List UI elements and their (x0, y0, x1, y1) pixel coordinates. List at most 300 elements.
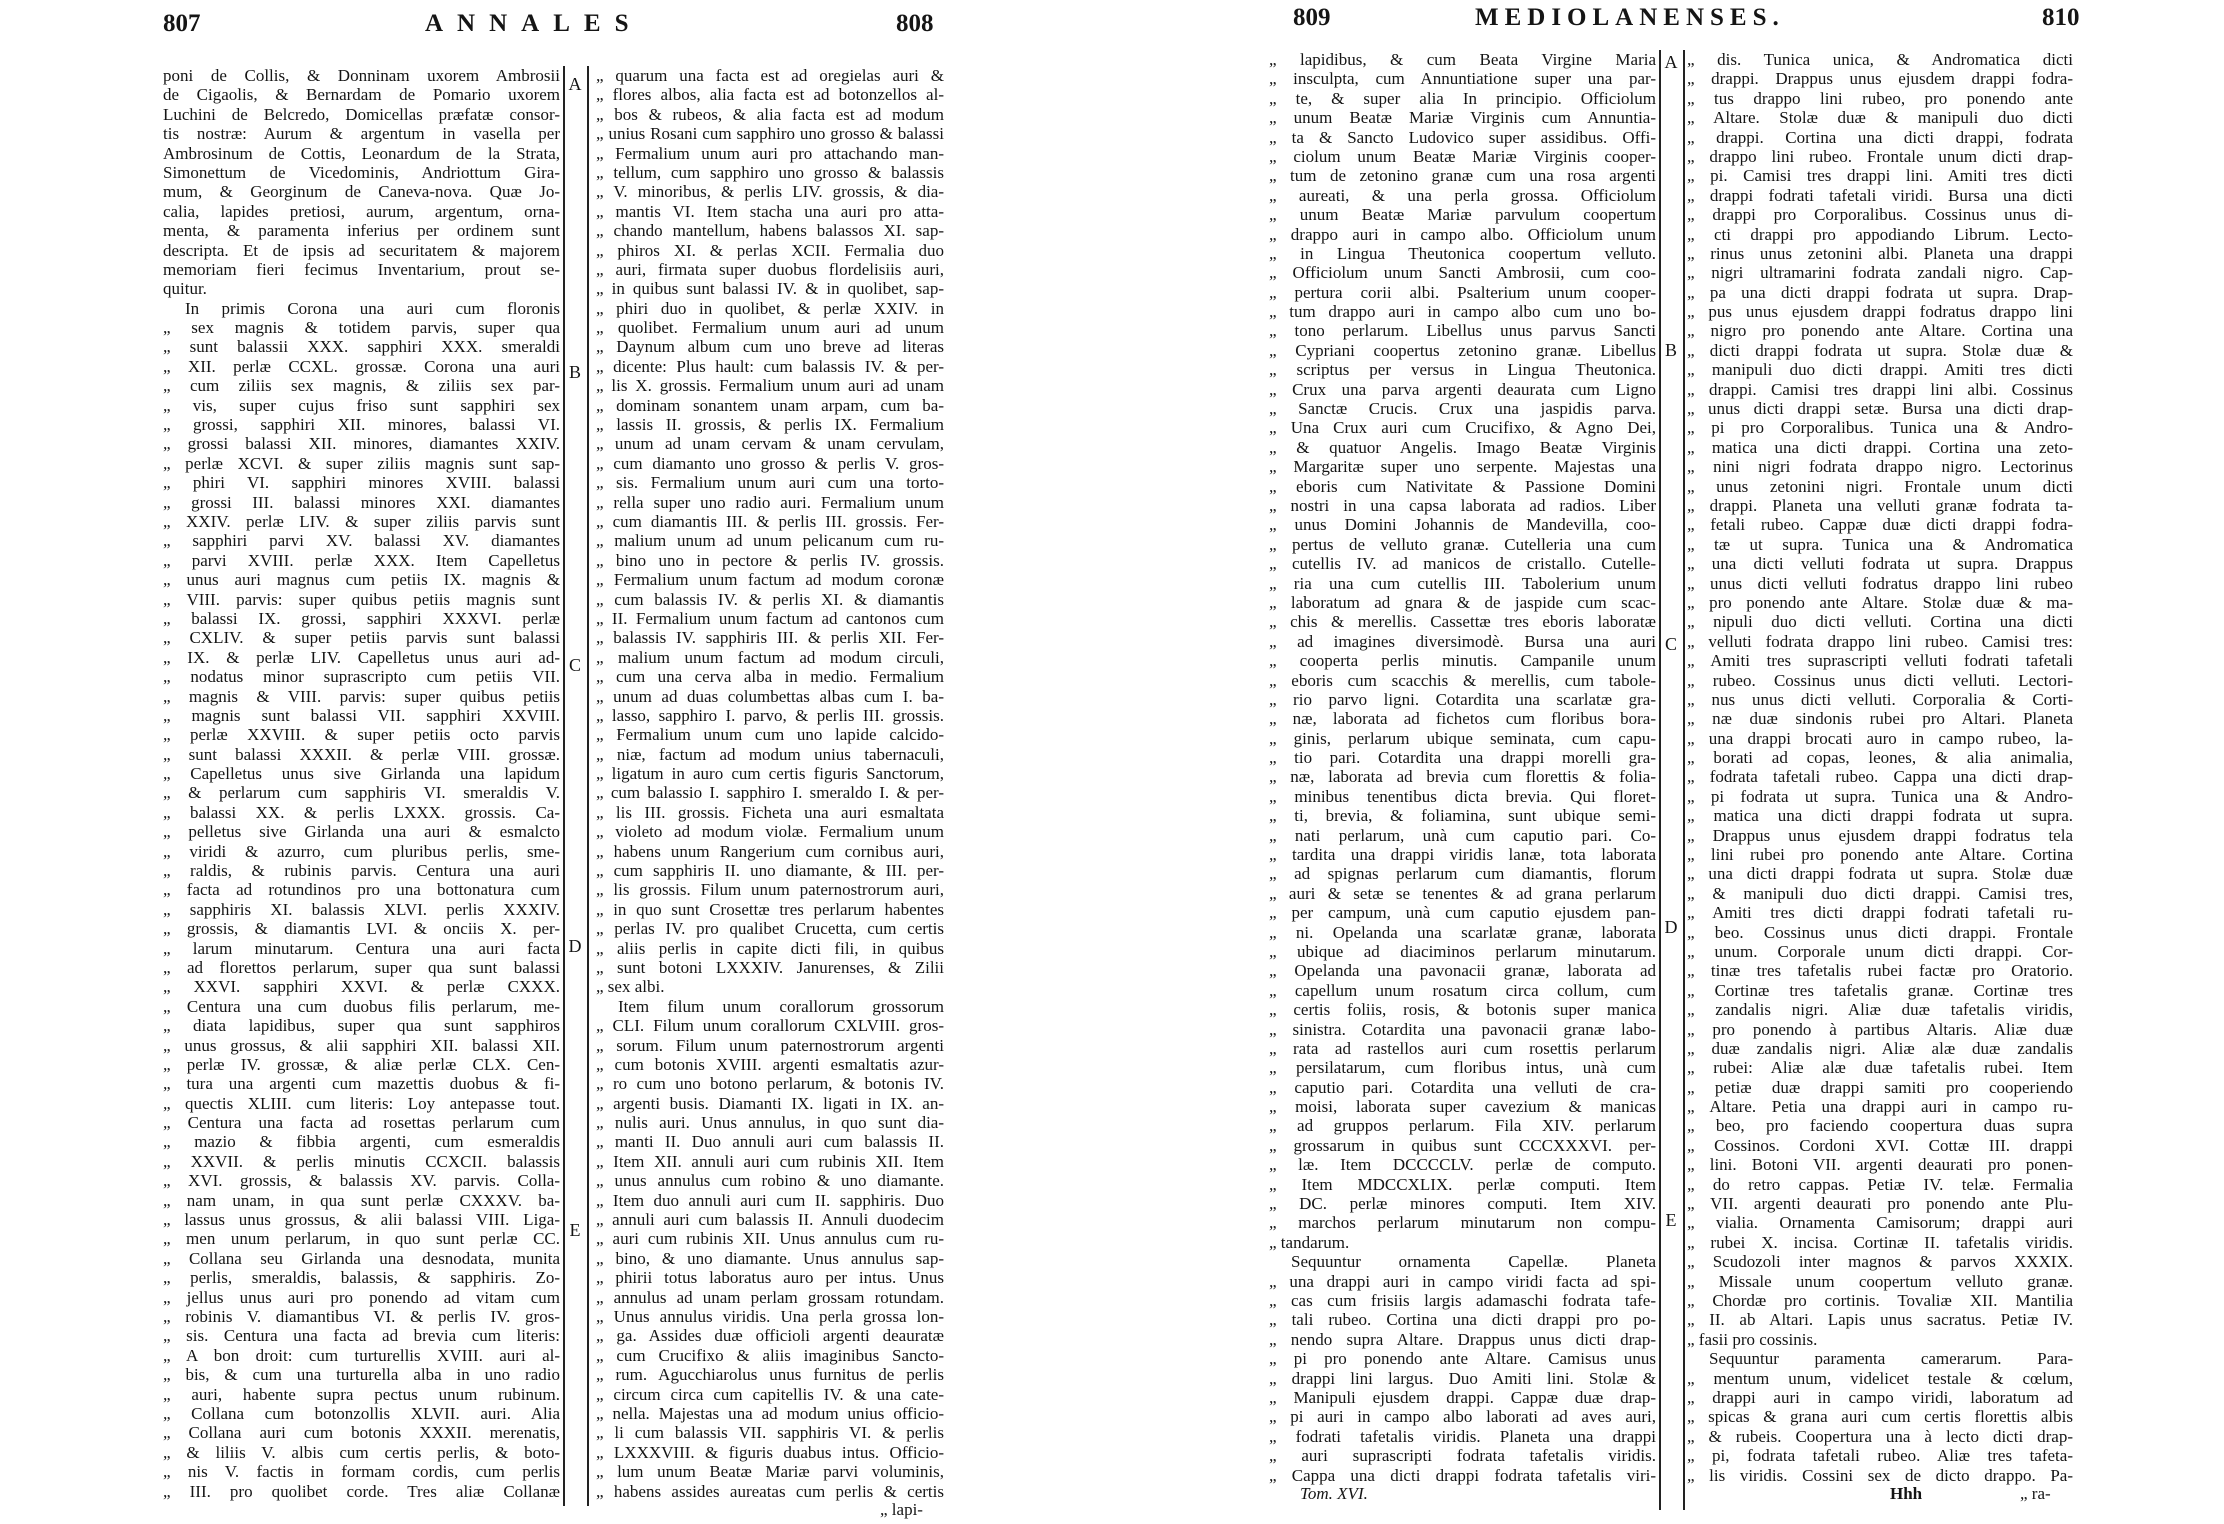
text-line: „ quectis XLIII. cum literis: Loy antepasse tout. (163, 1093, 560, 1113)
text-line: Ambrosinum de Cottis, Leonardum de la Strata, (163, 143, 560, 163)
text-line: „ eboris cum Nativitate & Passione Domini (1269, 476, 1656, 496)
text-line: „ duæ zandalis nigri. Aliæ alæ duæ zandalis (1687, 1038, 2073, 1058)
margin-letter: E (569, 1220, 581, 1240)
text-line: „ Cappa una dicti drappi fodrata tafetalis viri- (1269, 1465, 1656, 1485)
text-line: „ XII. perlæ CCXL. grossæ. Corona una auri (163, 356, 560, 376)
text-line: „ marchos perlarum minutarum non compu- (1269, 1213, 1656, 1233)
text-line: „ Scudozoli inter magnos & parvos XXXIX. (1687, 1252, 2073, 1272)
text-line: „ circum circa cum capitellis IV. & una cate- (596, 1384, 944, 1404)
text-line: „ tæ ut supra. Tunica una & Andromatica (1687, 534, 2073, 554)
text-line: „ bino, & uno diamante. Unus annulus sap- (596, 1248, 944, 1268)
text-line: „ VIII. parvis: super quibus petiis magnis sunt (163, 589, 560, 609)
margin-letter: A (1664, 52, 1678, 72)
text-line: „ Collana cum botonzollis XLVII. auri. Alia (163, 1403, 560, 1423)
text-line: „ in quo sunt Crosettæ tres perlarum habentes (596, 899, 944, 919)
text-line: „ Capelletus unus sive Girlanda una lapidum (163, 764, 560, 784)
text-line: „ capellum unum rosatum circa collum, cum (1269, 980, 1656, 1000)
text-line: „ certis foliis, rosis, & botonis super manica (1269, 1000, 1656, 1020)
text-line: „ matica una dicti drappi fodrata ut supra. (1687, 806, 2073, 826)
text-line: „ lis X. grossis. Fermalium unum auri ad unam (596, 376, 944, 396)
text-line: „ & liliis V. albis cum certis perlis, & boto- (163, 1442, 560, 1462)
running-title: ANNALES (425, 10, 643, 37)
text-line: „ drappo lini rubeo. Frontale unum dicti drap- (1687, 146, 2073, 166)
text-line: „ una dicti velluti fodrata ut supra. Drappus (1687, 554, 2073, 574)
text-line: „ Centura una facta ad rosettas perlarum cum (163, 1113, 560, 1133)
text-line: „ velluti fodrata drappo lini rubeo. Camisi tres: (1687, 631, 2073, 651)
text-line: „ quolibet. Fermalium unum auri ad unum (596, 318, 944, 338)
text-line: „ unus dicti drappi setæ. Bursa una dicti drap- (1687, 399, 2073, 419)
text-line: „ pro ponendo à partibus Altaris. Aliæ duæ (1687, 1019, 2073, 1039)
margin-letter: B (1664, 340, 1677, 360)
catchword: „ ra- (2020, 1484, 2051, 1503)
text-line: „ Centura una cum duobus filis perlarum, me- (163, 996, 560, 1016)
text-line: „ bis, & cum una turturella alba in uno radio (163, 1365, 560, 1385)
text-line: „ pus unus ejusdem drappi fodratus drappo lini (1687, 302, 2073, 322)
text-line: „ larum minutarum. Centura una auri facta (163, 938, 560, 958)
text-line: „ bino uno in pectore & perlis IV. grossis. (596, 550, 944, 570)
text-line: „ Amiti tres dicti drappi fodrati tafetali ru- (1687, 903, 2073, 923)
text-line: „ tono perlarum. Libellus unus parvus Sancti (1269, 321, 1656, 341)
text-line: „ matica una dicti drappi. Cortina una zeto- (1687, 437, 2073, 457)
text-line: „ LXXXVIII. & figuris duabus intus. Officio- (596, 1442, 944, 1462)
text-line: „ zandalis nigri. Aliæ duæ tafetalis viridis, (1687, 1000, 2073, 1020)
text-line: „ Opelanda una pavonacii granæ, laborata ad (1269, 961, 1656, 981)
text-line: „ bos & rubeos, & alia facta est ad modum (596, 104, 944, 124)
text-line: „ habens assides aureatas cum perlis & certis (596, 1481, 944, 1501)
column-divider (587, 66, 589, 1506)
text-line: „ nati perlarum, unà cum caputio pari. Co- (1269, 825, 1656, 845)
text-line: „ unum Beatæ Mariæ parvulum coopertum (1269, 205, 1656, 225)
text-line: menta, & paramenta inferius per ordinem sunt (163, 221, 560, 241)
text-line: „ pi pro ponendo ante Altare. Camisus unus (1269, 1349, 1656, 1369)
text-line: „ borati ad copas, leones, & alia animalia, (1687, 748, 2073, 768)
text-line: „ læ. Item DCCCCLV. perlæ de computo. (1269, 1155, 1656, 1175)
text-line: „ XVI. grossis, & balassis XV. parvis. Colla- (163, 1171, 560, 1191)
text-line: „ tali rubeo. Cortina una dicti drappi pro po- (1269, 1310, 1656, 1330)
text-line: „ mentum unum, videlicet testale & cœlum, (1687, 1368, 2073, 1388)
text-line: „ cum ziliis sex magnis, & ziliis sex par- (163, 376, 560, 396)
text-line: „ perlæ IV. grossæ, & aliæ perlæ CLX. Cen- (163, 1054, 560, 1074)
column-divider (1683, 50, 1685, 1510)
text-line: „ ginis, perlarum ubique seminata, cum capu- (1269, 728, 1656, 748)
text-line: „ sex albi. (596, 977, 665, 997)
text-column-left (1269, 50, 1656, 1485)
text-line: „ vis, super cujus friso sunt sapphiri sex (163, 395, 560, 415)
text-line: „ sinistra. Cotardita una pavonacii granæ labo- (1269, 1019, 1656, 1039)
text-line: „ XXVI. sapphiri XXVI. & perlæ CXXX. (163, 977, 560, 997)
text-line: „ V. minoribus, & perlis LIV. grossis, & dia- (596, 182, 944, 202)
text-line: „ tinæ tres tafetalis rubei factæ pro Oratorio. (1687, 961, 2073, 981)
text-line: de Cigaolis, & Bernardam de Pomario uxorem (163, 85, 560, 105)
text-line: „ pi pro Corporalibus. Tunica una & Andro- (1687, 418, 2073, 438)
text-line: „ annuli auri cum balassis II. Annuli duodecim (596, 1210, 944, 1230)
text-line: „ Altare. Petia una drappi auri in campo ru- (1687, 1097, 2073, 1117)
text-line: „ unus Domini Johannis de Mandevilla, coo- (1269, 515, 1656, 535)
text-line: „ lis grossis. Filum unum paternostrorum auri, (596, 880, 944, 900)
text-line: „ lapidibus, & cum Beata Virgine Maria (1269, 50, 1656, 69)
text-line: „ lum unum Beatæ Mariæ parvi voluminis, (596, 1462, 944, 1482)
text-line: „ argenti busis. Diamanti IX. ligati in IX. an- (596, 1093, 944, 1113)
text-line: „ unum ad duas columbettas albas cum I. ba- (596, 686, 944, 706)
text-line: „ Cossinos. Cordoni XVI. Cottæ III. drappi (1687, 1135, 2073, 1155)
text-line: „ ad florettos perlarum, super qua sunt balassi (163, 957, 560, 977)
text-line: „ ciolum unum Beatæ Mariæ Virginis cooper- (1269, 146, 1656, 166)
text-line: „ ligatum in auro cum certis figuris Sanctorum, (596, 764, 944, 784)
text-line: „ Crux una parva argenti deaurata cum Ligno (1269, 379, 1656, 399)
text-line: „ tio pari. Cotardita una drappi morelli gra- (1269, 748, 1656, 768)
text-line: „ sorum. Filum unum paternostrorum argenti (596, 1035, 944, 1055)
margin-letter: C (568, 655, 581, 675)
margin-letter: A (568, 74, 582, 94)
text-line: „ Unus annulus viridis. Una perla grossa lon- (596, 1307, 944, 1326)
text-line: „ malium unum factum ad modum circuli, (596, 647, 944, 667)
text-line: „ rella super uno radio auri. Fermalium unum (596, 492, 944, 512)
text-line: „ rata ad rastellos auri cum rosettis perlarum (1269, 1038, 1656, 1058)
text-line: „ ria una cum cutellis III. Tabolerium unum (1269, 573, 1656, 593)
text-line: „ cum diamantis III. & perlis III. grossis. Fer- (596, 511, 944, 531)
text-line: „ balassi XX. & perlis LXXX. grossis. Ca- (163, 802, 560, 822)
text-line: „ ga. Assides duæ officioli argenti deauratæ (596, 1326, 944, 1346)
text-line: „ IX. & perlæ LIV. Capelletus unus auri ad- (163, 647, 560, 667)
margin-letter: E (1665, 1210, 1677, 1230)
text-line: „ auri & setæ se tenentes & ad grana perlarum (1269, 883, 1656, 903)
text-line: Luchini de Belcredo, Domicellas præfatæ consor- (163, 104, 560, 124)
text-line: „ flores albos, alia facta est ad botonzellos al- (596, 85, 944, 105)
text-line: poni de Collis, & Donninam uxorem Ambrosii (163, 66, 560, 85)
margin-letter: D (1664, 917, 1678, 937)
text-line: „ nipuli duo dicti velluti. Cortina una dicti (1687, 612, 2073, 632)
text-line: „ rubeo. Cossinus unus dicti velluti. Lectori- (1687, 670, 2073, 690)
text-line: „ pertus de velluto granæ. Cutelleria una cum (1269, 534, 1656, 554)
text-line: „ cas cum frisiis largis adamaschi fodrata tafe- (1269, 1291, 1656, 1310)
text-line: „ unus annulus cum robino & uno diamante. (596, 1171, 944, 1191)
text-line: Sequuntur paramenta camerarum. Para- (1709, 1349, 2073, 1369)
text-line: „ ad imagines diversimodè. Bursa una auri (1269, 631, 1656, 651)
text-line: „ Amiti tres suprascripti velluti fodrati tafetali (1687, 651, 2073, 671)
text-line: „ caputio pari. Cotardita una velluti de cra- (1269, 1077, 1656, 1097)
text-line: „ violeto ad modum violæ. Fermalium unum (596, 822, 944, 842)
text-line: „ facta ad rotundinos pro una bottonatura cum (163, 880, 560, 900)
text-line: „ Collana auri cum botonis XXXII. merenatis, (163, 1423, 560, 1443)
text-line: „ cum diamanto uno grosso & perlis V. gros- (596, 453, 944, 473)
text-line: „ Fermalium unum auri pro attachando man- (596, 143, 944, 163)
text-line: „ tura una argenti cum mazettis duobus & fi- (163, 1074, 560, 1094)
text-line: „ fasii pro cossinis. (1687, 1329, 1818, 1349)
signature-mark: Hhh (1890, 1484, 1923, 1503)
text-line: „ chis & merellis. Cassettæ tres eboris laboratæ (1269, 612, 1656, 632)
text-line: „ grossarum in quibus sunt CCCXXXVI. per- (1269, 1135, 1656, 1155)
text-line: „ & perlarum cum sapphiris VI. smeraldis V. (163, 783, 560, 803)
volume-number: Tom. XVI. (1300, 1484, 1368, 1503)
text-line: „ drappi. Drappus unus ejusdem drappi fodra- (1687, 69, 2073, 89)
text-line: „ in quibus sunt balassi IV. & in quolibet, sap- (596, 279, 944, 299)
text-line: „ rubei: Aliæ alæ duæ tafetalis rubei. Item (1687, 1058, 2073, 1078)
text-line: calia, lapides pretiosi, aurum, argentum, orna- (163, 201, 560, 221)
text-line: „ lis viridis. Cossini sex de dicto drappo. Pa- (1687, 1465, 2073, 1485)
text-line: In primis Corona una auri cum floronis (185, 298, 560, 318)
text-line: „ nis V. factis in formam cordis, cum perlis (163, 1462, 560, 1482)
text-line: „ aureati, & una perla grossa. Officiolum (1269, 185, 1656, 205)
text-line: „ cum sapphiris II. uno diamante, & III. per- (596, 861, 944, 881)
text-line: „ Manipuli ejusdem drappi. Cappæ duæ drap- (1269, 1387, 1656, 1407)
text-line: „ lis III. grossis. Ficheta una auri esmaltata (596, 802, 944, 822)
text-line: „ CLI. Filum unum corallorum CXLVIII. gros- (596, 1016, 944, 1036)
text-line: „ næ, laborata ad fichetos cum floribus bora- (1269, 709, 1656, 729)
text-line: mum, & Georginum de Caneva-nova. Quæ Jo- (163, 182, 560, 202)
text-line: „ A bon droit: cum turturellis XVIII. auri al- (163, 1345, 560, 1365)
text-line: „ diata lapidibus, super qua sunt sapphiros (163, 1016, 560, 1036)
text-line: „ XXVII. & perlis minutis CCXCII. balassis (163, 1151, 560, 1171)
text-line: „ in Lingua Theutonica coopertum velluto. (1269, 243, 1656, 263)
text-line: „ lini. Botoni VII. argenti deaurati pro ponen- (1687, 1155, 2073, 1175)
text-line: „ tum de zetonino granæ cum una rosa argenti (1269, 166, 1656, 186)
text-line: „ ad spignas perlarum cum diamantis, florum (1269, 864, 1656, 884)
text-line: „ auri cum rubinis XII. Unus annulus cum ru- (596, 1229, 944, 1249)
text-line: „ cum balassis IV. & perlis XI. & diamantis (596, 589, 944, 609)
text-line: „ pi, fodrata tafetali rubeo. Aliæ tres tafeta- (1687, 1446, 2073, 1466)
text-line: „ scriptus per versus in Lingua Theutonica. (1269, 360, 1656, 380)
text-line: „ sis. Centura una facta ad brevia cum literis: (163, 1326, 560, 1346)
text-line: „ rinus unus zetonini albi. Planeta una drappi (1687, 243, 2073, 263)
left-page (0, 0, 1110, 1524)
text-line: „ drappi. Camisi tres drappi lini albi. Cossinus (1687, 379, 2073, 399)
text-line: descripta. Et de ipsis ad securitatem & majorem (163, 240, 560, 260)
text-line: „ II. Fermalium unum factum ad cantonos cum (596, 608, 944, 628)
text-line: „ pi fodrata ut supra. Tunica una & Andro- (1687, 786, 2073, 806)
text-line: „ beo, pro faciendo coopertura duas supra (1687, 1116, 2073, 1136)
text-line: „ ta & Sancto Ludovico super assidibus. Offi- (1269, 127, 1656, 147)
text-line: „ nostri in una capsa laborata ad radios. Liber (1269, 495, 1656, 515)
text-line: „ CXLIV. & super petiis parvis sunt balassi (163, 628, 560, 648)
text-line: „ Item XII. annuli auri cum rubinis XII. Item (596, 1151, 944, 1171)
text-line: „ nigro pro ponendo ante Altare. Cortina una (1687, 321, 2073, 341)
text-line: „ Item duo annuli auri cum II. sapphiris. Duo (596, 1190, 944, 1210)
text-line: „ manti II. Duo annuli auri cum balassis II. (596, 1132, 944, 1152)
page-number-809: 809 (1293, 4, 1331, 31)
text-line: „ manipuli duo dicti drappi. Amiti tres dicti (1687, 360, 2073, 380)
text-line: „ VII. argenti deaurati pro ponendo ante Plu- (1687, 1194, 2073, 1214)
text-line: „ aliis perlis in capite dicti fili, in quibus (596, 938, 944, 958)
text-line: „ Margaritæ super uno serpente. Majestas una (1269, 457, 1656, 477)
margin-letter: D (568, 936, 582, 956)
text-line: „ cum botonis XVIII. argenti esmaltatis azur- (596, 1054, 944, 1074)
page-number-808: 808 (896, 10, 934, 37)
text-line: „ nulis auri. Unus annulus, in quo sunt dia- (596, 1113, 944, 1133)
text-line: „ sunt balassii XXX. sapphiri XXX. smeraldi (163, 337, 560, 357)
text-line: „ Altare. Stolæ duæ & manipuli duo dicti (1687, 108, 2073, 128)
text-column-right (596, 66, 944, 1501)
text-line: „ tum drappo auri in campo albo cum uno bo- (1269, 302, 1656, 322)
text-line: „ Drappus unus ejusdem drappi fodratus tela (1687, 825, 2073, 845)
text-line: „ auri, habente supra pectus unum rubinum. (163, 1384, 560, 1404)
text-line: „ sis. Fermalium unum auri cum una torto- (596, 473, 944, 493)
text-line: „ parvi XVIII. perlæ XXX. Item Capelletus (163, 550, 560, 570)
text-line: „ insculpta, cum Annuntiatione super una par- (1269, 69, 1656, 89)
text-line: „ unum. Corporale unum dicti drappi. Cor- (1687, 941, 2073, 961)
text-line: „ magnis sunt balassi VII. sapphiri XXVIII. (163, 705, 560, 725)
text-line: „ rio parvo ligni. Cotardita una scarlatæ gra- (1269, 689, 1656, 709)
text-line: „ phiri duo in quolibet, & perlæ XXIV. in (596, 298, 944, 318)
text-line: „ sex magnis & totidem parvis, super qua (163, 318, 560, 338)
text-line: „ drappi lini largus. Duo Amiti lini. Stolæ & (1269, 1368, 1656, 1388)
text-line: „ fetali rubeo. Cappæ duæ dicti drappi fodra- (1687, 515, 2073, 535)
text-line: „ per campum, unà cum caputio ejusdem pan- (1269, 903, 1656, 923)
text-line: „ nigri ultramarini fodrata zandali nigro. Cap- (1687, 263, 2073, 283)
text-line: „ vialia. Ornamenta Camisorum; drappi auri (1687, 1213, 2073, 1233)
text-line: „ tus drappo lini rubeo, pro ponendo ante (1687, 88, 2073, 108)
text-line: „ ti, brevia, & foliamina, sunt ubique semi- (1269, 806, 1656, 826)
text-line: „ grossi III. balassi minores XXI. diamantes (163, 492, 560, 512)
text-line: „ dicente: Plus hault: cum balassis IV. & per- (596, 356, 944, 376)
text-line: „ grossi balassi XII. minores, diamantes XXIV. (163, 434, 560, 454)
text-line: „ beo. Cossinus unus dicti drappi. Frontale (1687, 922, 2073, 942)
text-line: „ dicti drappi fodrata ut supra. Stolæ duæ & (1687, 340, 2073, 360)
text-line: „ tellum, cum sapphiro uno grosso & balassis (596, 162, 944, 182)
text-line: „ Sanctæ Crucis. Crux una jaspidis parva. (1269, 399, 1656, 419)
text-line: „ niæ, factum ad modum unius tabernaculi, (596, 744, 944, 764)
page-number-810: 810 (2042, 4, 2080, 31)
text-line: „ cutellis IV. ad manicos de cristallo. Cutelle- (1269, 554, 1656, 574)
text-line: „ drappi. Cortina una dicti drappi, fodrata (1687, 127, 2073, 147)
text-line: „ Daynum album cum uno breve ad literas (596, 337, 944, 357)
text-line: „ III. pro quolibet corde. Tres aliæ Collanæ (163, 1481, 560, 1501)
text-line: „ unus auri magnus cum petiis IX. magnis & (163, 570, 560, 590)
text-line: „ balassis IV. sapphiris III. & perlis XII. Fer- (596, 628, 944, 648)
text-line: „ cum una cerva alba in medio. Fermalium (596, 667, 944, 687)
text-line: „ tardita una drappi viridis lanæ, tota laborata (1269, 845, 1656, 865)
text-line: „ unus zetonini nigri. Frontale unum dicti (1687, 476, 2073, 496)
text-line: „ sapphiri parvi XV. balassi XV. diamantes (163, 531, 560, 551)
text-line: „ cum Crucifixo & aliis imaginibus Sancto- (596, 1345, 944, 1365)
text-line: „ spicas & grana auri cum certis florettis albis (1687, 1407, 2073, 1427)
text-line: „ næ duæ sindonis rubei pro Altari. Planeta (1687, 709, 2073, 729)
page-number-807: 807 (163, 10, 201, 37)
text-line: „ ni. Opelanda una scarlatæ granæ, laborata (1269, 922, 1656, 942)
text-line: „ jellus unus auri pro ponendo ad vitam cum (163, 1287, 560, 1307)
text-line: Simonettum de Vicedominis, Andriottum Gira- (163, 162, 560, 182)
text-line: „ perlis, smeraldis, balassis, & sapphiris. Zo- (163, 1268, 560, 1288)
column-divider (1659, 50, 1661, 1510)
text-line: „ & quatuor Angelis. Imago Beatæ Virginis (1269, 437, 1656, 457)
text-line: „ pertura corii albi. Psalterium unum cooper- (1269, 282, 1656, 302)
text-column-right (1687, 50, 2073, 1485)
text-line: „ pro ponendo ante Altare. Stolæ duæ & ma- (1687, 592, 2073, 612)
text-line: „ drappi auri in campo viridi, laboratum ad (1687, 1387, 2073, 1407)
text-line: „ II. ab Altari. Lapis unus sacratus. Petiæ IV. (1687, 1310, 2073, 1330)
text-line: „ robinis V. diamantibus VI. & perlis IV. gros- (163, 1307, 560, 1326)
text-line: „ sunt botoni LXXXIV. Janurenses, & Zilii (596, 957, 944, 977)
catchword: „ lapi- (880, 1500, 923, 1519)
text-column-left (163, 66, 560, 1501)
text-line: „ nodatus minor suprascripto cum petiis VII. (163, 667, 560, 687)
text-line: „ XXIV. perlæ LIV. & super ziliis parvis sunt (163, 511, 560, 531)
text-line: „ Collana seu Girlanda una desnodata, munita (163, 1248, 560, 1268)
text-line: „ quarum una facta est ad oregielas auri & (596, 66, 944, 85)
running-title: MEDIOLANENSES. (1475, 4, 1785, 31)
text-line: „ Cortinæ tres tafetalis granæ. Cortinæ tres (1687, 980, 2073, 1000)
text-line: „ unius Rosani cum sapphiro uno grosso & balassi (596, 124, 944, 144)
text-line: „ Cypriani coopertus zetonino granæ. Libellus (1269, 340, 1656, 360)
text-line: quitur. (163, 279, 207, 299)
text-line: „ unus dicti velluti fodratus drappo lini rubeo (1687, 573, 2073, 593)
text-line: „ pelletus sive Girlanda una auri & esmalcto (163, 822, 560, 842)
text-line: „ habens unum Rangerium cum cornibus auri, (596, 841, 944, 861)
text-line: „ pi. Camisi tres drappi lini. Amiti tres dicti (1687, 166, 2073, 186)
text-line: „ pi auri in campo albo laborati ad aves auri, (1269, 1407, 1656, 1427)
text-line: „ nus unus dicti velluti. Corporalia & Corti- (1687, 689, 2073, 709)
text-line: „ mazio & fibbia argenti, cum esmeraldis (163, 1132, 560, 1152)
text-line: „ & manipuli duo dicti drappi. Camisi tres, (1687, 883, 2073, 903)
text-line: „ minibus tenentibus dicta brevia. Qui floret- (1269, 786, 1656, 806)
text-line: „ unum ad unam cervam & unam cervulam, (596, 434, 944, 454)
text-line: Item filum unum corallorum grossorum (618, 996, 944, 1016)
text-line: „ persilatarum, cum floribus intus, unà cum (1269, 1058, 1656, 1078)
text-line: „ magnis & VIII. parvis: super quibus petiis (163, 686, 560, 706)
text-line: „ mantis VI. Item stacha una auri pro atta- (596, 201, 944, 221)
text-line: „ una drappi brocati auro in campo rubeo, la- (1687, 728, 2073, 748)
text-line: „ cooperta perlis minutis. Campanile unum (1269, 651, 1656, 671)
text-line: „ cti drappi pro appodiando Librum. Lecto- (1687, 224, 2073, 244)
text-line: „ Item MDCCXLIX. perlæ computi. Item (1269, 1174, 1656, 1194)
margin-letter: C (1664, 634, 1677, 654)
text-line: „ sapphiris XI. balassis XLVI. perlis XXXIV. (163, 899, 560, 919)
text-line: „ men unum perlarum, in quo sunt perlæ CC. (163, 1229, 560, 1249)
text-line: „ nini nigri fodrata drappo nigro. Lectorinus (1687, 457, 2073, 477)
text-line: „ malium unum ad unum pelicanum cum ru- (596, 531, 944, 551)
text-line: „ drappi fodrati tafetali viridi. Bursa una dicti (1687, 185, 2073, 205)
text-line: „ Fermalium unum cum uno lapide calcido- (596, 725, 944, 745)
text-line: „ laboratum ad gnara & de jaspide cum scac- (1269, 592, 1656, 612)
text-line: „ petiæ duæ drappi samiti pro cooperiendo (1687, 1077, 2073, 1097)
text-line: „ Officiolum unum Sancti Ambrosii, cum coo- (1269, 263, 1656, 283)
text-line: „ una drappi auri in campo viridi facta ad spi- (1269, 1271, 1656, 1291)
text-line: „ cum balassio I. sapphiro I. smeraldo I. & per- (596, 783, 944, 803)
text-line: „ auri, firmata super duobus flordelisiis auri, (596, 259, 944, 279)
text-line: „ nella. Majestas una ad modum unius officio- (596, 1403, 944, 1423)
text-line: „ lassus unus grossus, & alii balassi VIII. Liga- (163, 1210, 560, 1230)
text-line: „ rum. Agucchiarolus unus furnitus de perlis (596, 1365, 944, 1385)
text-line: „ unum Beatæ Mariæ Virginis cum Annuntia- (1269, 108, 1656, 128)
text-line: „ Missale unum coopertum velluto granæ. (1687, 1271, 2073, 1291)
text-line: „ drappi. Planeta una velluti granæ fodrata ta- (1687, 495, 2073, 515)
text-line: „ dominam sonantem unam arpam, cum ba- (596, 395, 944, 415)
text-line: „ phiri VI. sapphiri minores XVIII. balassi (163, 473, 560, 493)
text-line: „ & rubeis. Coopertura una à lecto dicti drap- (1687, 1426, 2073, 1446)
text-line: „ chando mantellum, habens balassos XI. sap- (596, 221, 944, 241)
text-line: „ nam unam, in qua sunt perlæ CXXXV. ba- (163, 1190, 560, 1210)
text-line: „ DC. perlæ minores computi. Item XIV. (1269, 1194, 1656, 1214)
text-line: „ viridi & azurro, cum pluribus perlis, sme- (163, 841, 560, 861)
text-line: Sequuntur ornamenta Capellæ. Planeta (1291, 1252, 1656, 1272)
text-line: „ lasso, sapphiro I. parvo, & perlis III. grossis. (596, 705, 944, 725)
margin-letter: B (568, 362, 581, 382)
text-line: „ drappo auri in campo albo. Officiolum unum (1269, 224, 1656, 244)
text-line: „ fodrata tafetali rubeo. Cappa una dicti drap- (1687, 767, 2073, 787)
text-line: „ fodrati tafetalis viridis. Planeta una drappi (1269, 1426, 1656, 1446)
text-line: „ sunt balassi XXXII. & perlæ VIII. grossæ. (163, 744, 560, 764)
text-line: „ una dicti drappi fodrata ut supra. Stolæ duæ (1687, 864, 2073, 884)
text-line: „ perlæ XCVI. & super ziliis magnis sunt sap- (163, 453, 560, 473)
text-line: „ ad gruppos perlarum. Fila XIV. perlarum (1269, 1116, 1656, 1136)
text-line: „ dis. Tunica unica, & Andromatica dicti (1687, 50, 2073, 69)
text-line: „ rubei X. incisa. Cortinæ II. tafetalis viridis. (1687, 1232, 2073, 1252)
column-divider (563, 66, 565, 1506)
text-line: „ tandarum. (1269, 1232, 1350, 1252)
text-line: „ nendo supra Altare. Drappus unus dicti drap- (1269, 1329, 1656, 1349)
text-line: „ Fermalium unum factum ad modum coronæ (596, 570, 944, 590)
text-line: „ drappi pro Corporalibus. Cossinus unus di- (1687, 205, 2073, 225)
text-line: „ ro cum uno botono perlarum, & botonis IV. (596, 1074, 944, 1094)
